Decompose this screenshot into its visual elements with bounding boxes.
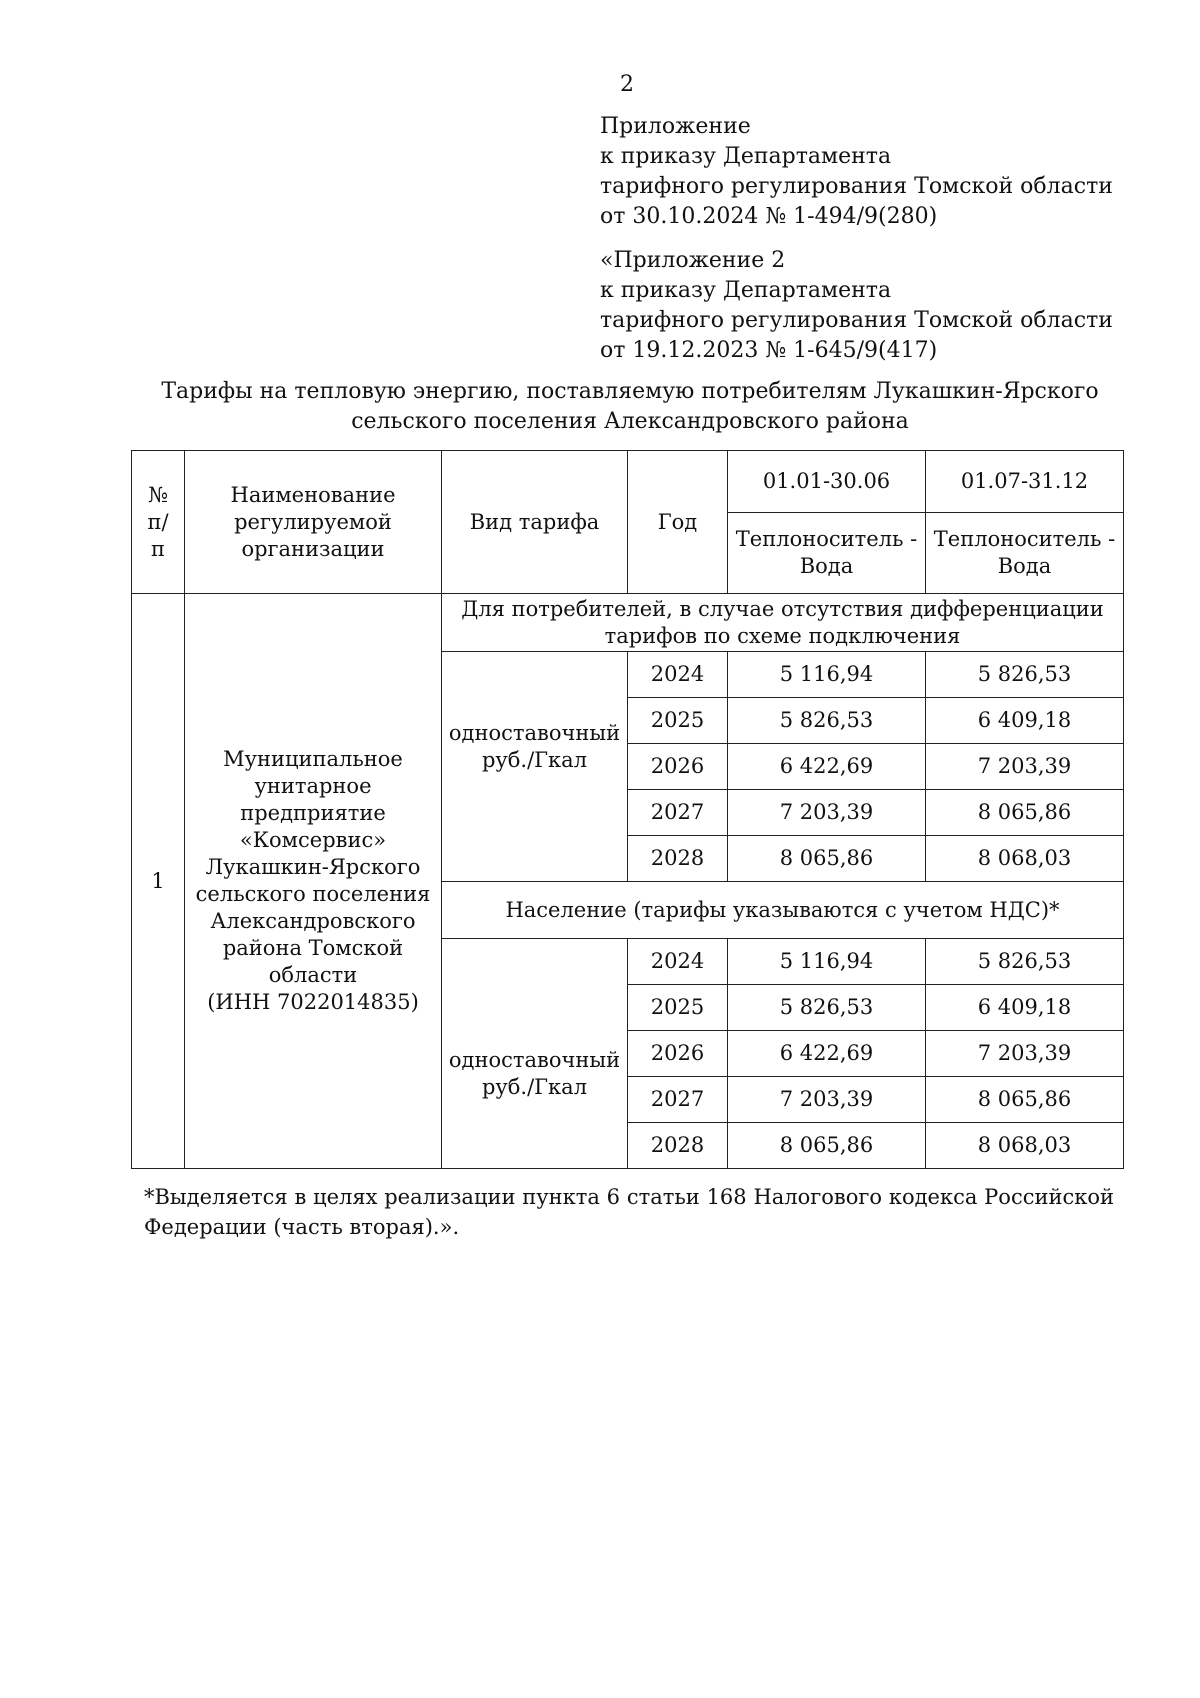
header-text: Теплоноситель - — [933, 527, 1116, 551]
appendix-line: к приказу Департамента — [600, 144, 892, 169]
header-period-2: 01.07-31.12 — [926, 451, 1124, 513]
appendix-line: к приказу Департамента — [600, 278, 892, 303]
tariff-type-cell — [442, 652, 628, 882]
tariff-text: руб./Гкал — [481, 747, 588, 772]
header-text: Наименование — [230, 482, 396, 507]
value-cell: 8 065,86 — [728, 836, 926, 882]
header-text: организации — [241, 536, 385, 561]
value-cell: 6 422,69 — [728, 744, 926, 790]
value-cell: 7 203,39 — [728, 790, 926, 836]
header-text: регулируемой — [234, 509, 392, 534]
year-cell: 2027 — [628, 1077, 728, 1123]
value-cell: 5 826,53 — [926, 652, 1124, 698]
year-cell: 2025 — [628, 985, 728, 1031]
org-text: предприятие — [240, 801, 386, 825]
value-cell: 7 203,39 — [728, 1077, 926, 1123]
org-text: Александровского — [210, 909, 416, 933]
value-cell: 5 116,94 — [728, 939, 926, 985]
header-carrier-2 — [926, 513, 1124, 594]
year-cell: 2024 — [628, 652, 728, 698]
title-line: Тарифы на тепловую энергию, поставляемую потребителям Лукашкин-Ярского — [161, 379, 1099, 404]
year-cell: 2027 — [628, 790, 728, 836]
header-organization — [185, 451, 442, 594]
section-heading-text: Для потребителей, в случае отсутствия дифференциации — [461, 596, 1104, 621]
header-text: п/ — [147, 509, 169, 534]
appendix-line: от 30.10.2024 № 1-494/9(280) — [600, 204, 938, 229]
appendix-line: тарифного регулирования Томской области — [600, 174, 1113, 199]
header-tariff-type: Вид тарифа — [442, 451, 628, 594]
section-heading — [442, 882, 1124, 939]
tariff-type-cell — [442, 939, 628, 1169]
appendix-line: Приложение — [600, 114, 751, 139]
header-text: № — [148, 482, 168, 507]
year-cell: 2026 — [628, 744, 728, 790]
year-cell: 2028 — [628, 836, 728, 882]
appendix-line: «Приложение 2 — [600, 248, 786, 273]
header-carrier-1 — [728, 513, 926, 594]
header-text: п — [151, 536, 165, 561]
section-heading — [442, 594, 1124, 652]
org-text: Муниципальное — [223, 747, 403, 771]
page-number: 2 — [620, 72, 634, 97]
appendix-header — [600, 112, 1160, 232]
org-text: Лукашкин-Ярского — [205, 855, 421, 879]
section-heading-row — [132, 594, 1124, 652]
org-text: (ИНН 7022014835) — [207, 990, 419, 1014]
organization-name — [185, 594, 442, 1169]
year-cell: 2026 — [628, 1031, 728, 1077]
header-text: Теплоноситель - — [735, 527, 918, 551]
header-year: Год — [628, 451, 728, 594]
value-cell: 8 068,03 — [926, 1123, 1124, 1169]
section-heading-text: тарифов по схеме подключения — [604, 623, 961, 648]
value-cell: 8 068,03 — [926, 836, 1124, 882]
value-cell: 7 203,39 — [926, 1031, 1124, 1077]
value-cell: 6 409,18 — [926, 985, 1124, 1031]
original-appendix-header — [600, 246, 1160, 366]
header-row — [132, 451, 1124, 513]
org-text: сельского поселения — [195, 882, 431, 906]
value-cell: 8 065,86 — [728, 1123, 926, 1169]
value-cell: 6 409,18 — [926, 698, 1124, 744]
title-line: сельского поселения Александровского района — [351, 409, 909, 434]
header-text: Вода — [799, 554, 854, 578]
section-heading-text: Население (тарифы указываются с учетом НДС)* — [505, 897, 1060, 922]
tariff-text: одноставочный — [448, 1047, 621, 1072]
row-number: 1 — [132, 594, 185, 1169]
value-cell: 8 065,86 — [926, 1077, 1124, 1123]
org-text: района Томской — [222, 936, 404, 960]
value-cell: 6 422,69 — [728, 1031, 926, 1077]
value-cell: 5 826,53 — [728, 698, 926, 744]
org-text: области — [268, 963, 358, 987]
year-cell: 2025 — [628, 698, 728, 744]
org-text: «Комсервис» — [239, 828, 387, 852]
value-cell: 5 826,53 — [728, 985, 926, 1031]
document-title — [130, 377, 1130, 437]
value-cell: 8 065,86 — [926, 790, 1124, 836]
tariff-text: одноставочный — [448, 720, 621, 745]
header-text: Вода — [997, 554, 1052, 578]
org-text: унитарное — [254, 774, 372, 798]
footnote: *Выделяется в целях реализации пункта 6 статьи 168 Налогового кодекса Российской Федерации (часть вторая).». — [144, 1185, 1114, 1239]
appendix-line: от 19.12.2023 № 1-645/9(417) — [600, 338, 938, 363]
tariff-table — [131, 450, 1124, 1169]
value-cell: 7 203,39 — [926, 744, 1124, 790]
header-number — [132, 451, 185, 594]
year-cell: 2028 — [628, 1123, 728, 1169]
tariff-text: руб./Гкал — [481, 1074, 588, 1099]
header-period-1: 01.01-30.06 — [728, 451, 926, 513]
value-cell: 5 116,94 — [728, 652, 926, 698]
year-cell: 2024 — [628, 939, 728, 985]
value-cell: 5 826,53 — [926, 939, 1124, 985]
appendix-line: тарифного регулирования Томской области — [600, 308, 1113, 333]
